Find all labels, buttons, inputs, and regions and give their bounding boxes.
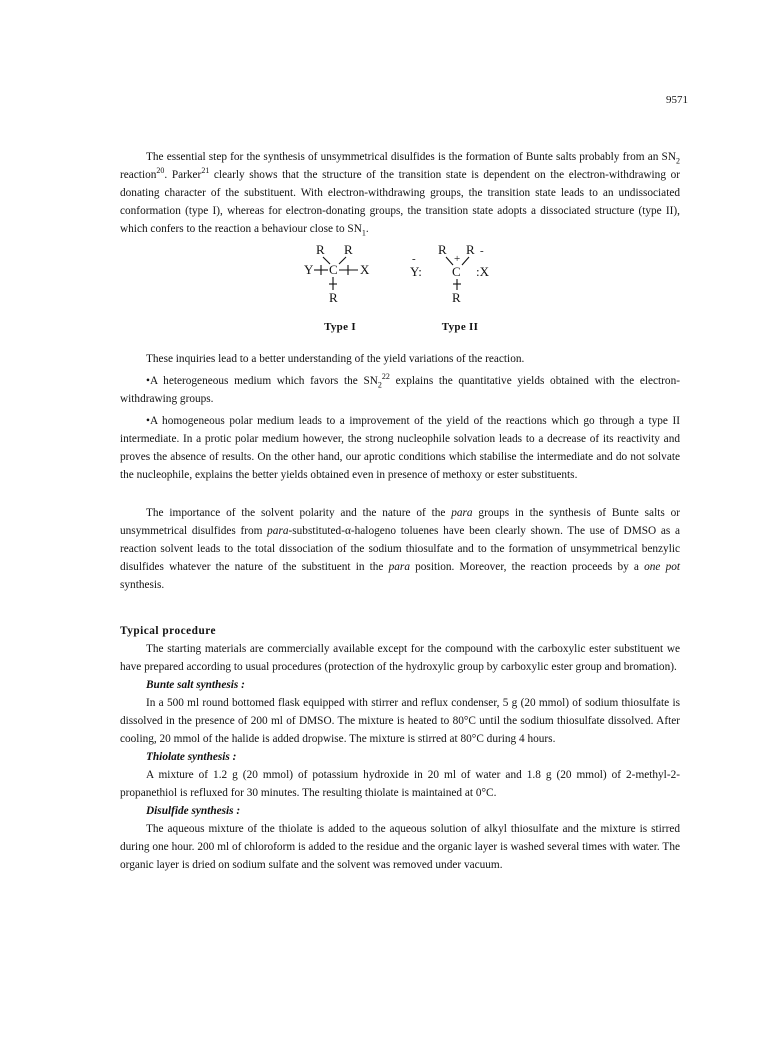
type2-c: C: [452, 264, 461, 279]
type1-y: Y: [304, 262, 314, 277]
bullet-dot: •: [146, 415, 150, 427]
bullet1-text-2: explains the quantitative yields obtained with the electron-withdrawing groups.: [120, 375, 680, 405]
one-pot-term: one pot: [644, 561, 681, 573]
structure-type-1: [302, 240, 392, 333]
intro-paragraph: [120, 148, 680, 238]
bullet2-text: A homogeneous polar medium leads to a improvement of the yield of the reactions which go through a type II intermediate. In a protic polar medium however, the strong nucleophile solvation leads to a decrease of its reactivity and proves the absence of results. On the other hand, our aprotic conditions which stabilise the intermediate and do not solvate the nucleophile, explains the better yields obtained even in presence of methoxy or ester substituents.: [120, 415, 680, 481]
para-term-1: para: [451, 507, 473, 519]
type1-bond-right: [339, 257, 346, 264]
type2-r-top-right: R: [466, 242, 475, 257]
bullet-homogeneous: [120, 412, 680, 484]
conclusion-text-5: synthesis.: [120, 579, 165, 591]
type1-r-top-right: R: [344, 242, 353, 257]
section-title-typical-procedure: Typical procedure: [120, 625, 217, 637]
reference-21: 21: [201, 166, 210, 176]
para-term-2: para: [267, 525, 289, 537]
intro-text-1: The essential step for the synthesis of unsymmetrical disulfides is the formation of Bunte salts probably from an SN: [146, 151, 676, 163]
type1-r-top-left: R: [316, 242, 325, 257]
reference-20: 20: [156, 166, 165, 176]
para-term-3: para: [388, 561, 410, 573]
intro-parker: . Parker: [164, 169, 202, 181]
type-2-label: Type II: [441, 321, 479, 333]
structure-type-2: [408, 240, 518, 333]
inquiries-paragraph: These inquiries lead to a better understanding of the yield variations of the reaction.: [146, 353, 525, 365]
type2-charge-plus: +: [454, 253, 461, 265]
sn1-subscript: 1: [361, 228, 366, 238]
thiolate-heading: Thiolate synthesis :: [146, 751, 237, 763]
type2-y-charge: -: [412, 253, 416, 265]
type2-y: Y:: [410, 264, 422, 279]
type2-bond-right: [462, 257, 469, 265]
conclusion-text-4: position. Moreover, the reaction proceeds by a: [409, 561, 645, 573]
type2-x: :X: [476, 264, 489, 279]
bullet1-text-1: A heterogeneous medium which favors the SN: [149, 375, 378, 387]
type2-r-top-left: R: [438, 242, 447, 257]
conclusion-paragraph: [120, 504, 680, 594]
transition-state-structures: [120, 240, 680, 338]
type-1-label: Type I: [324, 321, 356, 333]
conclusion-text-2: groups in the synthesis of Bunte salts or unsymmetrical disulfides from: [120, 507, 681, 537]
bullet-heterogeneous: [120, 372, 680, 408]
structure-type-2-drawing: [408, 240, 518, 320]
reference-22: 22: [381, 372, 390, 382]
type2-bond-left: [446, 257, 453, 265]
sn2-subscript: 2: [676, 156, 680, 166]
intro-reaction: reaction: [120, 169, 157, 181]
thiolate-text: A mixture of 1.2 g (20 mmol) of potassium hydroxide in 20 ml of water and 1.8 g (20 mmol) of 2-methyl-2-propanethiol is refluxed for 30 minutes. The resulting thiolate is maintained at 0°C.: [120, 769, 680, 799]
disulfide-heading: Disulfide synthesis :: [146, 805, 241, 817]
type1-x: X: [360, 262, 370, 277]
type2-x-charge: -: [480, 245, 484, 257]
intro-end: .: [365, 223, 369, 235]
conclusion-text-3: -substituted-α-halogeno toluenes have been clearly shown. The use of DMSO as a reaction solvent leads to the total dissociation of the sodium thiosulfate and to the formation of unsymmetrical benzylic disulfides whatever the nature of the substituent in the: [120, 525, 681, 573]
bunte-salt-text: In a 500 ml round bottomed flask equipped with stirrer and reflux condenser, 5 g (20 mmol) of sodium thiosulfate is dissolved in the presence of 200 ml of DMSO. The mixture is heated to 80°C until the sodium thiosulfate dissolved. After cooling, 20 mmol of the halide is added dropwise. The mixture is stirred at 80°C during 4 hours.: [120, 697, 680, 745]
bullet-dot: •: [146, 375, 150, 387]
article-body: [120, 148, 680, 874]
page-number: 9571: [666, 94, 688, 106]
conclusion-text-1: The importance of the solvent polarity and the nature of the: [146, 507, 452, 519]
disulfide-text: The aqueous mixture of the thiolate is added to the aqueous solution of alkyl thiosulfate and the mixture is stirred during one hour. 200 ml of chloroform is added to the residue and the organic layer is washed several times with water. The organic layer is dried on sodium sulfate and the solvent was removed under vacuum.: [120, 823, 680, 871]
bunte-salt-heading: Bunte salt synthesis :: [146, 679, 245, 691]
type1-bond-left: [323, 257, 330, 264]
intro-text-2: clearly shows that the structure of the transition state is dependent on the electron-withdrawing or donating character of the substituent. With electron-withdrawing groups, the transition state leads to an undissociated conformation (type I), whereas for electron-donating groups, the transition state adopts a dissociated structure (type II), which confers to the reaction a behaviour close to SN: [120, 169, 680, 235]
procedure-intro: The starting materials are commercially available except for the compound with the carboxylic ester substituent we have prepared according to usual procedures (protection of the hydroxylic group by carboxylic ester group and bromation).: [120, 643, 680, 673]
type2-r-bottom: R: [452, 290, 461, 305]
structure-type-1-drawing: [302, 240, 392, 320]
type1-r-bottom: R: [329, 290, 338, 305]
type1-c: C: [329, 262, 338, 277]
bullet1-subscript: 2: [377, 380, 382, 390]
